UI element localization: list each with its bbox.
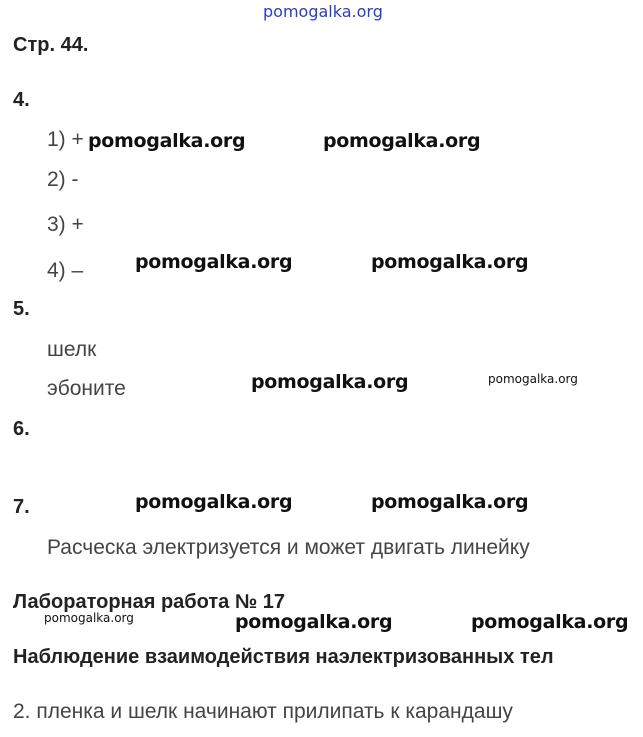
task-4-item-3: 3) + bbox=[47, 213, 84, 236]
task-5-line-1: шелк bbox=[47, 338, 97, 361]
task-5-line-2: эбоните bbox=[47, 377, 126, 400]
lab-title: Лабораторная работа № 17 bbox=[13, 591, 285, 613]
watermark: pomogalka.org bbox=[135, 491, 293, 513]
watermark: pomogalka.org bbox=[371, 491, 529, 513]
task-4-number: 4. bbox=[13, 89, 30, 111]
task-4-item-4: 4) – bbox=[47, 259, 84, 282]
watermark: pomogalka.org bbox=[135, 251, 293, 273]
task-7-answer: Расческа электризуется и может двигать линейку bbox=[47, 536, 530, 559]
watermark: pomogalka.org bbox=[471, 611, 629, 633]
task-4-item-1: 1) + bbox=[47, 128, 84, 151]
lab-answer: 2. пленка и шелк начинают прилипать к карандашу bbox=[13, 700, 513, 723]
page-label: Стр. 44. bbox=[13, 34, 89, 56]
task-7-number: 7. bbox=[13, 496, 30, 518]
task-5-number: 5. bbox=[13, 298, 30, 320]
task-6-number: 6. bbox=[13, 418, 30, 440]
watermark-top: pomogalka.org bbox=[263, 2, 383, 21]
watermark: pomogalka.org bbox=[88, 130, 246, 152]
task-4-item-2: 2) - bbox=[47, 168, 79, 191]
watermark-small: pomogalka.org bbox=[488, 372, 578, 386]
watermark: pomogalka.org bbox=[371, 251, 529, 273]
watermark: pomogalka.org bbox=[251, 371, 409, 393]
watermark: pomogalka.org bbox=[235, 611, 393, 633]
watermark-small: pomogalka.org bbox=[44, 611, 134, 625]
lab-subtitle: Наблюдение взаимодействия наэлектризованных тел bbox=[13, 646, 554, 668]
watermark: pomogalka.org bbox=[323, 130, 481, 152]
